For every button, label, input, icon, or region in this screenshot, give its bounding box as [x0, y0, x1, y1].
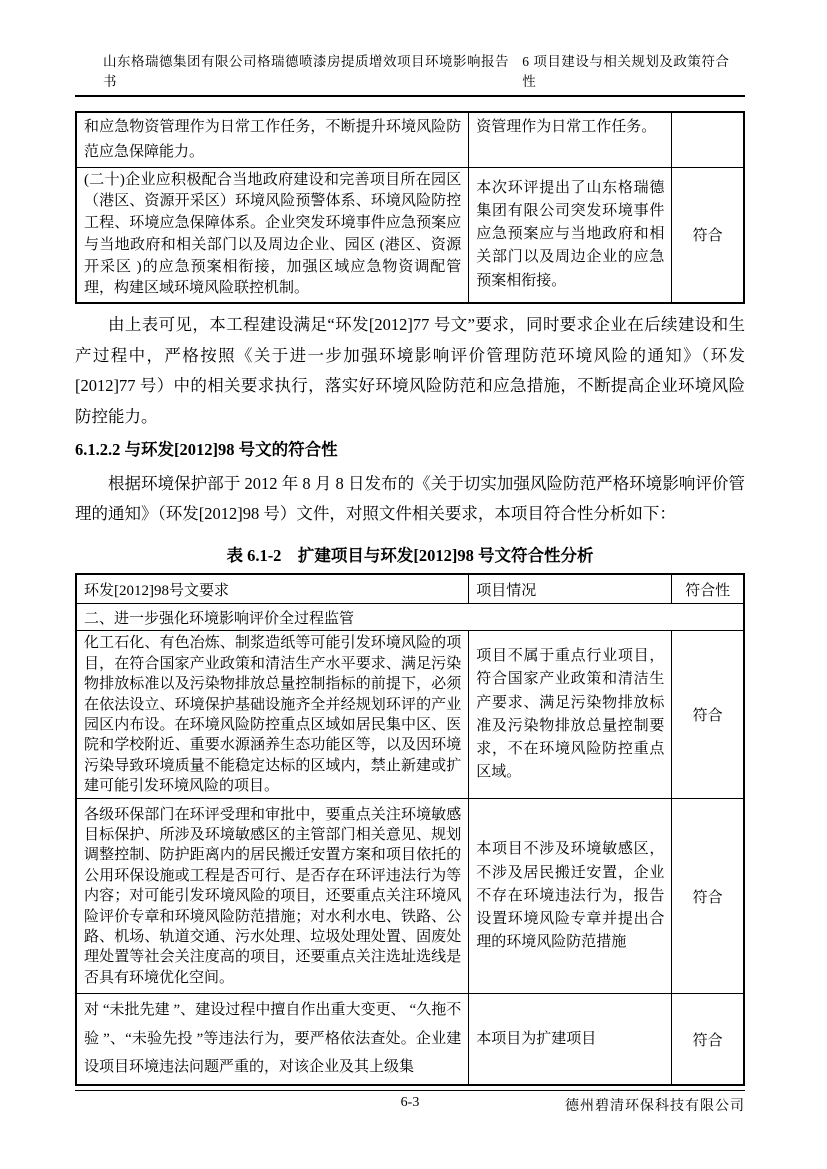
column-header-requirement: 环发[2012]98号文要求	[76, 574, 469, 604]
requirement-cell: 对 “未批先建 ”、建设过程中擅自作出重大变更、 “久拖不验 ”、“未验先投 ”等违法行为，要严格依法查处。企业建设项目环境违法问题严重的，对该企业及其上级集	[76, 994, 469, 1085]
requirement-cell: 各级环保部门在环评受理和审批中，要重点关注环境敏感目标保护、所涉及环境敏感区的主管部门相关意见、规划调整控制、防护距离内的居民搬迁安置方案和项目依托的公用环保设施或工程是否可行、是否存在环评违法行为等内容；对可能引发环境风险的项目，还要重点关注环境风险评价专章和环境风险防范措施；对水利水电、铁路、公路、机场、轨道交通、污水处理、垃圾处理处置、固废处理处置等社会关注度高的项目，还要重点关注选址选线是否具有环境优化空间。	[76, 799, 469, 994]
requirement-cell: 和应急物资管理作为日常工作任务，不断提升环境风险防范应急保障能力。	[76, 112, 469, 167]
requirement-cell: (二十)企业应积极配合当地政府建设和完善项目所在园区（港区、资源开采区）环境风险预警体系、环境风险防控工程、环境应急保障体系。企业突发环境事件应急预案应与当地政府和相关部门以及周边企业、园区 (港区、资源开采区 )的应急预案相衔接，加强区域应急物资调配管理，构建区域环境风险联控机制。	[76, 167, 469, 303]
paragraph-98-intro: 根据环境保护部于 2012 年 8 月 8 日发布的《关于切实加强风险防范严格环境影响评价管理的通知》（环发[2012]98 号）文件，对照文件相关要求，本项目符合性分析如下：	[75, 473, 745, 524]
requirement-cell: 化工石化、有色冶炼、制浆造纸等可能引发环境风险的项目，在符合国家产业政策和清洁生产水平要求、满足污染物排放标准以及污染物排放总量控制指标的前提下，必须在依法设立、环境保护基础设施齐全并经规划环评的产业园区内布设。在环境风险防控重点区域如居民集中区、医院和学校附近、重要水源涵养生态功能区等，以及因环境污染导致环境质量不能稳定达标的区域内，禁止新建或扩建可能引发环境风险的项目。	[76, 631, 469, 799]
paragraph-77-conclusion: 由上表可见，本工程建设满足“环发[2012]77 号文”要求，同时要求企业在后续建设和生产过程中，严格按照《关于进一步加强环境影响评价管理防范环境风险的通知》（环发[2012]77 号）中的相关要求执行，落实好环境风险防范和应急措施，不断提高企业环境风险防控能力。	[75, 315, 745, 426]
situation-cell: 本项目不涉及环境敏感区，不涉及居民搬迁安置，企业不存在环境违法行为，报告设置环境风险专章并提出合理的环境风险防范措施	[469, 799, 672, 994]
table-row	[76, 994, 744, 1085]
table-row	[76, 167, 744, 303]
column-header-situation: 项目情况	[469, 574, 672, 604]
table-row	[76, 631, 744, 799]
page-header	[75, 50, 745, 95]
situation-cell: 资管理作为日常工作任务。	[469, 112, 672, 167]
section-heading-6-1-2-2: 6.1.2.2 与环发[2012]98 号文的符合性	[75, 440, 338, 460]
column-header-conformity: 符合性	[672, 574, 744, 604]
header-report-title: 山东格瑞德集团有限公司格瑞德喷漆房提质增效项目环境影响报告书	[103, 54, 509, 89]
header-rule	[75, 95, 745, 97]
situation-cell: 本次环评提出了山东格瑞德集团有限公司突发环境事件应急预案应与当地政府和相关部门以及周边企业的应急预案相衔接。	[469, 167, 672, 303]
table-row	[76, 799, 744, 994]
table-6-1-2-title: 表 6.1-2 扩建项目与环发[2012]98 号文符合性分析	[226, 545, 594, 565]
conformity-cell: 符合	[672, 994, 744, 1085]
section-span-row	[76, 604, 744, 631]
situation-cell: 本项目为扩建项目	[469, 994, 672, 1085]
situation-cell: 项目不属于重点行业项目，符合国家产业政策和清洁生产要求、满足污染物排放标准及污染物排放总量控制要求，不在环境风险防控重点区域。	[469, 631, 672, 799]
table-77-continuation	[75, 111, 745, 304]
conformity-cell	[672, 112, 744, 167]
table-98-compliance	[75, 573, 745, 1086]
table-row	[76, 112, 744, 167]
page-number: 6-3	[400, 1095, 420, 1110]
conformity-cell: 符合	[672, 799, 744, 994]
footer-company-name: 德州碧清环保科技有限公司	[565, 1099, 745, 1114]
page-footer	[75, 1090, 745, 1116]
table-header-row	[76, 574, 744, 604]
section-span-cell: 二、进一步强化环境影响评价全过程监管	[76, 604, 744, 631]
conformity-cell: 符合	[672, 631, 744, 799]
conformity-cell: 符合	[672, 167, 744, 303]
header-chapter-title: 6 项目建设与相关规划及政策符合性	[522, 54, 730, 89]
